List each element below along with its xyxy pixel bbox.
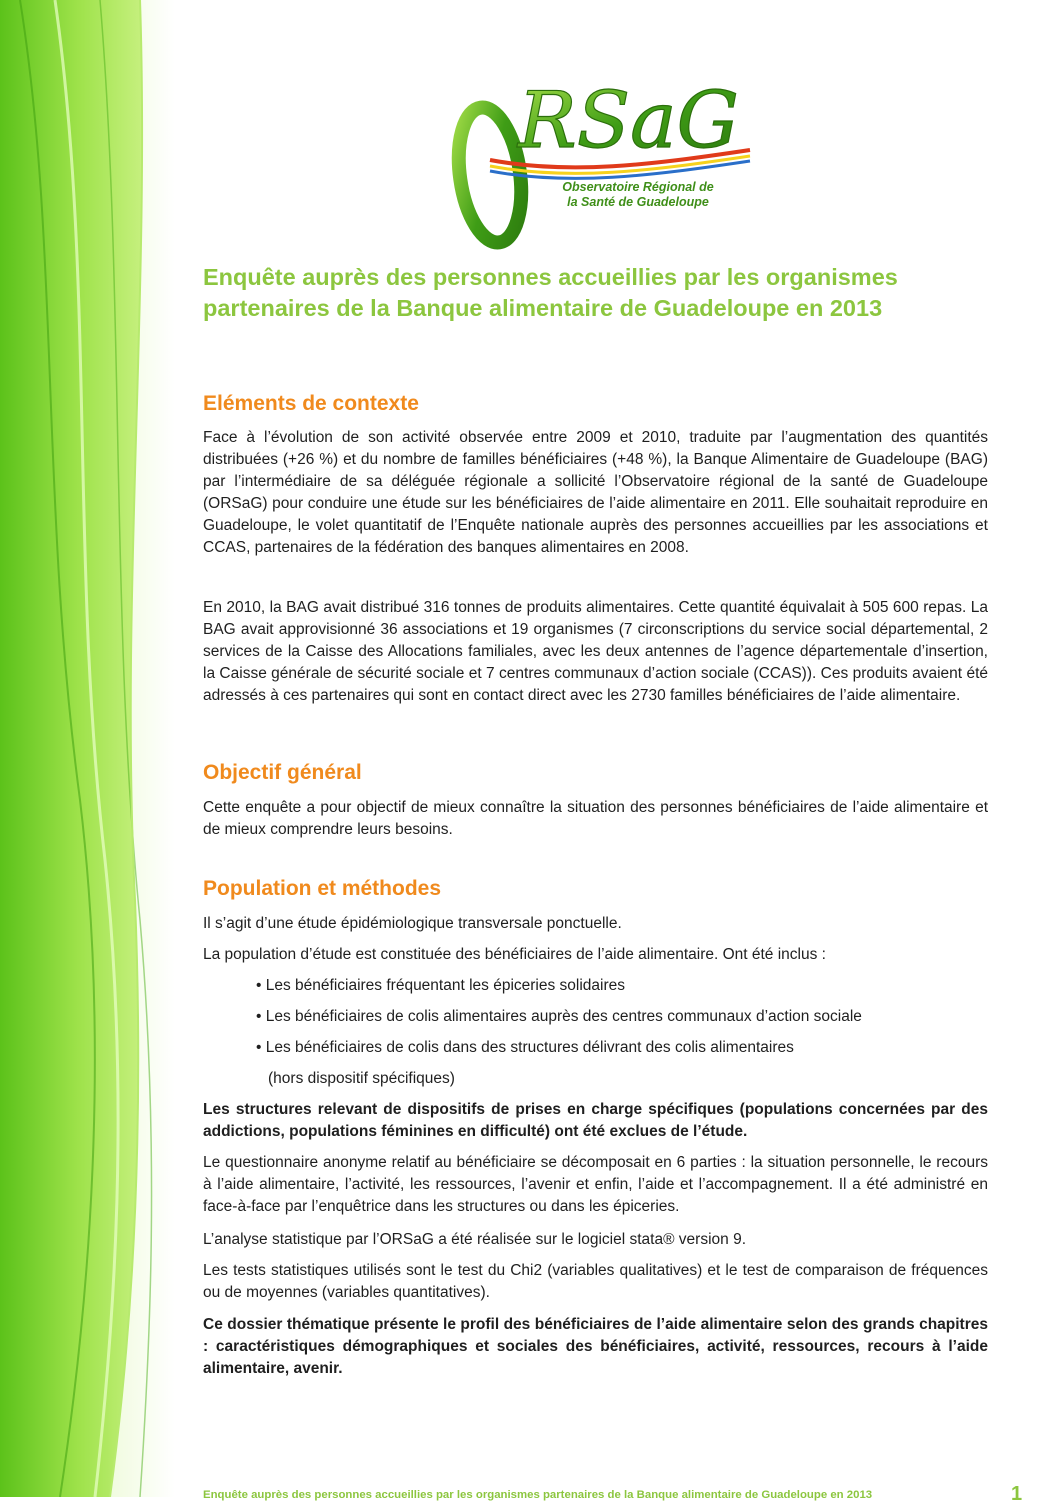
document-title-line1: Enquête auprès des personnes accueillies par les organismes [203,264,898,290]
objectif-paragraph: Cette enquête a pour objectif de mieux connaître la situation des personnes bénéficiaires de l’aide alimentaire et de mieux comprendre leurs besoins. [203,799,988,838]
orsag-logo [450,55,760,255]
logo-tagline [543,180,733,210]
list-item-ccas: • Les bénéficiaires de colis alimentaires auprès des centres communaux d’action sociale [256,1008,862,1025]
list-item-epiceries: • Les bénéficiaires fréquentant les épiceries solidaires [256,977,626,994]
methodes-paragraph-questionnaire: Le questionnaire anonyme relatif au bénéficiaire se décomposait en 6 parties : la situation personnelle, le recours à l’aide alimentaire, l’activité, les ressources, l’avenir et enfin, l’aide et l’accompagnement. Il a été administré en face-à-face par l’enquêtrice dans les structures ou dans les épiceries. [203,1154,988,1215]
document-title-line2: partenaires de la Banque alimentaire de Guadeloupe en 2013 [203,295,883,321]
svg-text:RSaG: RSaG [518,76,739,166]
methodes-paragraph-stata: L’analyse statistique par l’ORSaG a été réalisée sur le logiciel stata® version 9. [203,1231,746,1248]
page-footer: Enquête auprès des personnes accueillies par les organismes partenaires de la Banque alimentaire de Guadeloupe en 2013 [203,1489,873,1501]
heading-contexte: Eléments de contexte [203,392,419,415]
page-number: 1 [1011,1483,1023,1505]
logo-tagline-line1: Observatoire Régional de [562,180,714,194]
logo-tagline-line2: la Santé de Guadeloupe [567,195,709,209]
list-item-colis-continuation: (hors dispositif spécifiques) [268,1070,455,1087]
dossier-summary: Ce dossier thématique présente le profil des bénéficiaires de l’aide alimentaire selon des grands chapitres : caractéristiques démographiques et sociales des bénéficiaires, activité, ressources, recours à l’aide alimentaire, avenir. [203,1316,988,1377]
methodes-paragraph-2: La population d’étude est constituée des bénéficiaires de l’aide alimentaire. Ont été inclus : [203,946,826,963]
document-title [203,262,1003,324]
heading-objectif: Objectif général [203,761,362,784]
heading-methodes: Population et méthodes [203,877,442,900]
methodes-paragraph-tests: Les tests statistiques utilisés sont le test du Chi2 (variables qualitatives) et le test de comparaison de fréquences ou de moyennes (variables quantitatives). [203,1262,988,1301]
list-item-colis: • Les bénéficiaires de colis dans des structures délivrant des colis alimentaires [256,1039,794,1056]
exclusion-statement: Les structures relevant de dispositifs de prises en charge spécifiques (populations concernées par des addictions, populations féminines en difficulté) ont été exclues de l’étude. [203,1101,988,1140]
contexte-paragraph-2: En 2010, la BAG avait distribué 316 tonnes de produits alimentaires. Cette quantité équivalait à 505 600 repas. La BAG avait approvisionné 36 associations et 19 organismes (7 circonscriptions du service social départemental, 2 services de la Caisse des Allocations familiales, avec les deux antennes de l’agence départementale d’insertion, la Caisse générale de sécurité sociale et 7 centres communaux d’action sociale (CCAS)). Ces produits avaient été adressés à ces partenaires qui sont en contact direct avec les 2730 familles bénéficiaires de l’aide alimentaire. [203,599,988,704]
methodes-paragraph-1: Il s’agit d’une étude épidémiologique transversale ponctuelle. [203,915,622,932]
contexte-paragraph-1: Face à l’évolution de son activité observée entre 2009 et 2010, traduite par l’augmentation des quantités distribuées (+26 %) et du nombre de familles bénéficiaires (+48 %), la Banque Alimentaire de Guadeloupe (BAG) par l’intermédiaire de sa déléguée régionale a sollicité l’Observatoire régional de la santé de Guadeloupe (ORSaG) pour conduire une étude sur les bénéficiaires de l’aide alimentaire en 2011. Elle souhaitait reproduire en Guadeloupe, le volet quantitatif de l’Enquête nationale auprès des personnes accueillies par les associations et CCAS, partenaires de la fédération des banques alimentaires en 2008. [203,429,988,556]
orsag-logo-mark [450,55,760,255]
decorative-side-band [0,0,175,1497]
